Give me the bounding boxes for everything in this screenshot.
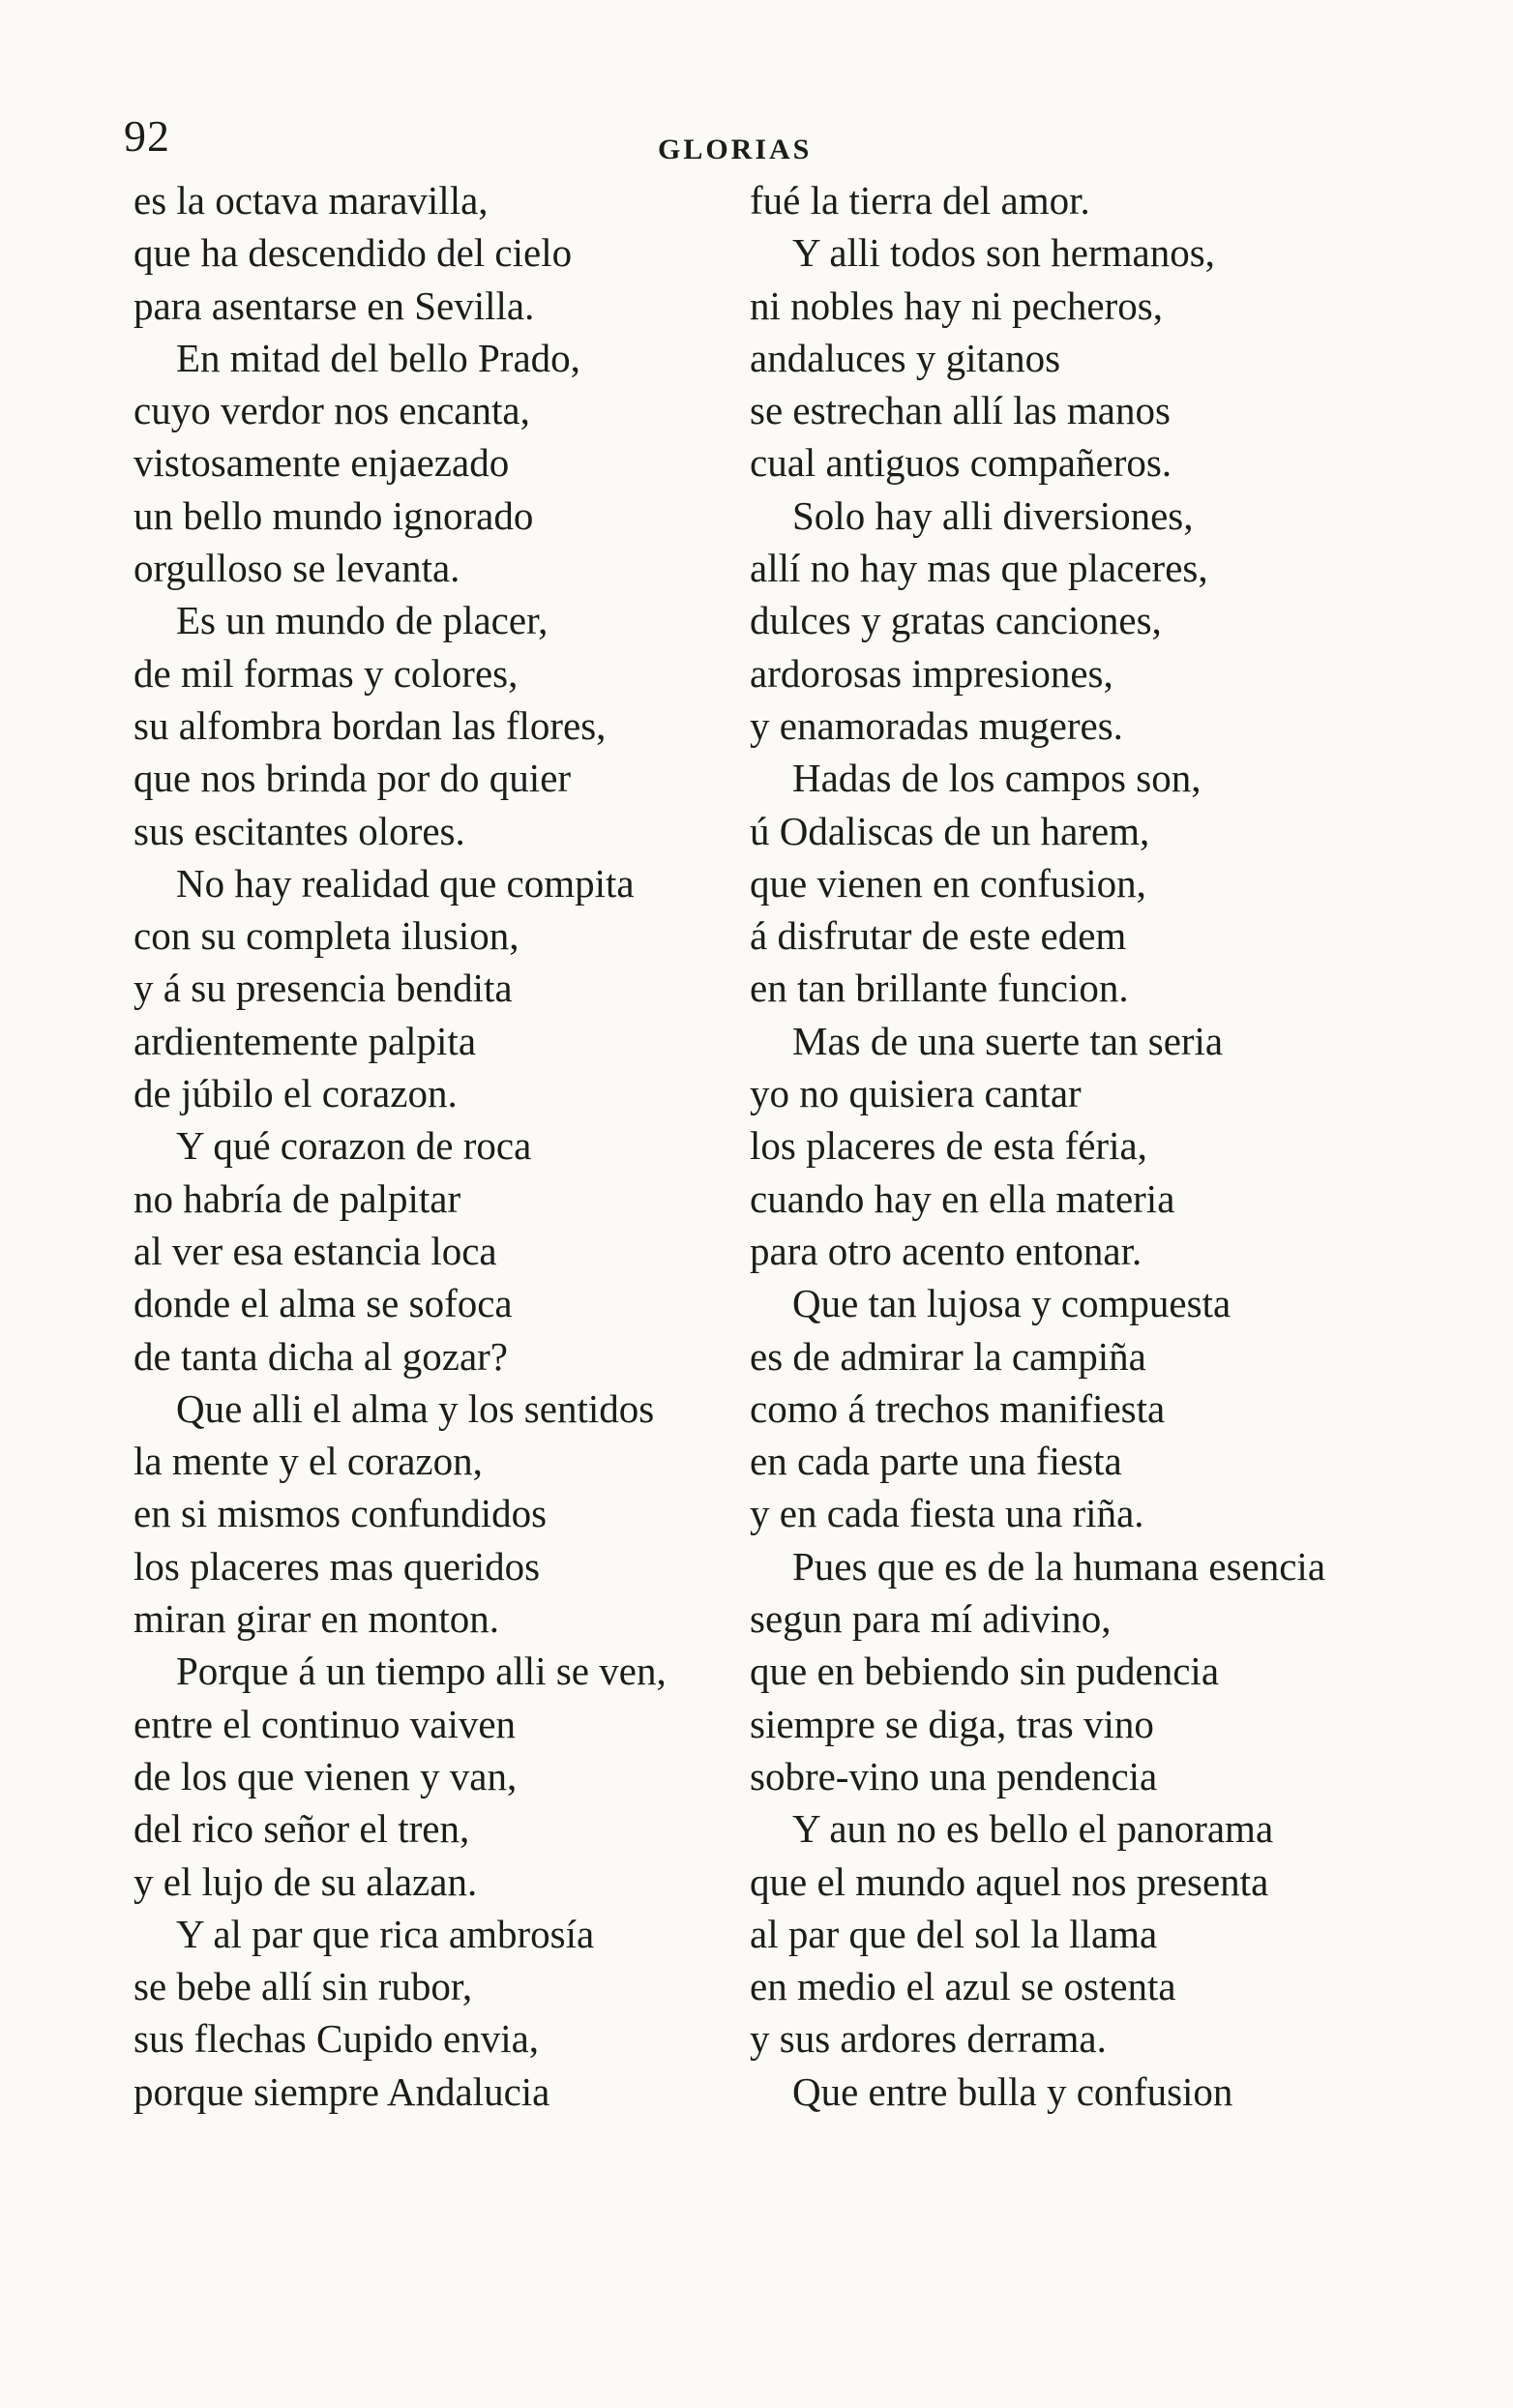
verse-line: que ha descendido del cielo: [134, 230, 573, 276]
verse-line: donde el alma se sofoca: [134, 1281, 513, 1326]
verse-line: es de admirar la campiña: [750, 1333, 1146, 1379]
verse-line: los placeres mas queridos: [134, 1543, 541, 1589]
verse-line: cual antiguos compañeros.: [750, 440, 1172, 486]
verse-line: de júbilo el corazon.: [134, 1071, 458, 1116]
verse-line: del rico señor el tren,: [134, 1806, 470, 1852]
verse-line: que vienen en confusion,: [750, 860, 1146, 906]
verse-line: en medio el azul se ostenta: [750, 1964, 1176, 2009]
verse-line: los placeres de esta féria,: [750, 1123, 1147, 1169]
verse-line: para otro acento entonar.: [750, 1228, 1142, 1273]
verse-line: no habría de palpitar: [134, 1175, 461, 1221]
verse-line: Y alli todos son hermanos,: [792, 230, 1215, 276]
verse-line: fué la tierra del amor.: [750, 178, 1090, 223]
verse-line: que el mundo aquel nos presenta: [750, 1858, 1269, 1904]
verse-line: ardorosas impresiones,: [750, 650, 1113, 696]
verse-line: y á su presencia bendita: [134, 966, 513, 1011]
verse-line: á disfrutar de este edem: [750, 913, 1127, 959]
verse-line: y el lujo de su alazan.: [134, 1858, 478, 1904]
verse-line: andaluces y gitanos: [750, 335, 1061, 380]
verse-line: Hadas de los campos son,: [792, 756, 1202, 801]
verse-line: En mitad del bello Prado,: [176, 335, 580, 380]
running-head: GLORIAS: [658, 134, 813, 165]
right-column: [750, 174, 1427, 2118]
verse-line: al par que del sol la llama: [750, 1911, 1158, 1956]
verse-line: al ver esa estancia loca: [134, 1228, 497, 1273]
verse-line: se bebe allí sin rubor,: [134, 1964, 473, 2009]
verse-line: dulces y gratas canciones,: [750, 598, 1162, 643]
verse-line: Solo hay alli diversiones,: [792, 492, 1194, 538]
verse-line: miran girar en monton.: [134, 1596, 500, 1642]
verse-line: de tanta dicha al gozar?: [134, 1333, 508, 1379]
verse-line: es la octava maravilla,: [134, 178, 489, 223]
verse-line: Y al par que rica ambrosía: [176, 1911, 595, 1956]
verse-line: y enamoradas mugeres.: [750, 702, 1123, 748]
verse-line: un bello mundo ignorado: [134, 492, 534, 538]
verse-line: segun para mí adivino,: [750, 1596, 1112, 1642]
verse-line: con su completa ilusion,: [134, 913, 519, 959]
verse-line: que nos brinda por do quier: [134, 756, 572, 801]
verse-line: la mente y el corazon,: [134, 1439, 483, 1484]
left-column: [134, 174, 733, 2118]
verse-line: se estrechan allí las manos: [750, 388, 1171, 433]
verse-line: ni nobles hay ni pecheros,: [750, 282, 1163, 328]
verse-line: y en cada fiesta una riña.: [750, 1491, 1144, 1536]
verse-line: yo no quisiera cantar: [750, 1071, 1082, 1116]
verse-line: Y qué corazon de roca: [176, 1123, 532, 1169]
verse-line: vistosamente enjaezado: [134, 440, 510, 486]
verse-line: de mil formas y colores,: [134, 650, 519, 696]
verse-line: que en bebiendo sin pudencia: [750, 1649, 1220, 1694]
verse-line: de los que vienen y van,: [134, 1753, 518, 1799]
verse-line: sus escitantes olores.: [134, 808, 465, 853]
verse-line: Mas de una suerte tan seria: [792, 1018, 1224, 1063]
verse-line: en tan brillante funcion.: [750, 966, 1129, 1011]
verse-line: porque siempre Andalucia: [134, 2068, 550, 2114]
verse-line: entre el continuo vaiven: [134, 1701, 517, 1746]
verse-line: Que tan lujosa y compuesta: [792, 1281, 1231, 1326]
verse-line: orgulloso se levanta.: [134, 546, 460, 591]
verse-line: Y aun no es bello el panorama: [792, 1806, 1274, 1852]
verse-line: Que alli el alma y los sentidos: [176, 1385, 655, 1431]
verse-line: para asentarse en Sevilla.: [134, 282, 535, 328]
verse-line: y sus ardores derrama.: [750, 2016, 1107, 2062]
page-number: 92: [124, 111, 170, 161]
verse-line: Porque á un tiempo alli se ven,: [176, 1649, 667, 1694]
verse-line: como á trechos manifiesta: [750, 1385, 1166, 1431]
verse-line: cuyo verdor nos encanta,: [134, 388, 530, 433]
verse-line: en si mismos confundidos: [134, 1491, 548, 1536]
verse-line: su alfombra bordan las flores,: [134, 702, 607, 748]
verse-line: ardientemente palpita: [134, 1018, 477, 1063]
verse-line: cuando hay en ella materia: [750, 1175, 1175, 1221]
verse-line: sus flechas Cupido envia,: [134, 2016, 540, 2062]
verse-line: Que entre bulla y confusion: [792, 2068, 1233, 2114]
verse-line: siempre se diga, tras vino: [750, 1701, 1154, 1746]
verse-line: Pues que es de la humana esencia: [792, 1543, 1326, 1589]
verse-line: No hay realidad que compita: [176, 860, 635, 906]
verse-line: sobre-vino una pendencia: [750, 1753, 1158, 1799]
verse-line: ú Odaliscas de un harem,: [750, 808, 1150, 853]
verse-line: allí no hay mas que placeres,: [750, 546, 1208, 591]
verse-line: Es un mundo de placer,: [176, 598, 549, 643]
verse-line: en cada parte una fiesta: [750, 1439, 1122, 1484]
